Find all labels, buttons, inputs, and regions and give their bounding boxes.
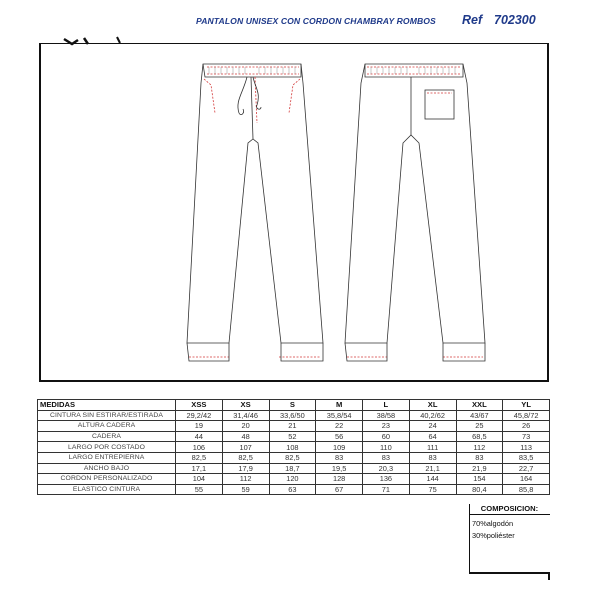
composition-heading: COMPOSICION: <box>469 504 550 515</box>
measure-label: ALTURA CADERA <box>38 421 176 432</box>
size-header: S <box>269 400 316 411</box>
measure-value: 48 <box>222 431 269 442</box>
measure-value: 144 <box>409 474 456 485</box>
measure-value: 60 <box>363 431 410 442</box>
size-header: XSS <box>176 400 223 411</box>
document-title: PANTALON UNISEX CON CORDON CHAMBRAY ROMBOS <box>196 16 436 26</box>
measure-value: 25 <box>456 421 503 432</box>
measure-value: 136 <box>363 474 410 485</box>
table-row <box>38 431 550 442</box>
measure-value: 113 <box>503 442 550 453</box>
measure-value: 19 <box>176 421 223 432</box>
measure-value: 68,5 <box>456 431 503 442</box>
ref-number: 702300 <box>494 13 536 27</box>
measure-value: 20 <box>222 421 269 432</box>
measure-value: 64 <box>409 431 456 442</box>
measure-value: 18,7 <box>269 463 316 474</box>
table-row <box>38 442 550 453</box>
measure-value: 59 <box>222 484 269 495</box>
measure-label: LARGO ENTREPIERNA <box>38 452 176 463</box>
composition-line: 70%algodón <box>472 519 514 528</box>
measure-value: 83,5 <box>503 452 550 463</box>
measures-heading: MEDIDAS <box>38 400 176 411</box>
measure-value: 38/58 <box>363 410 410 421</box>
measure-value: 33,6/50 <box>269 410 316 421</box>
measure-value: 20,3 <box>363 463 410 474</box>
measure-value: 104 <box>176 474 223 485</box>
measure-value: 108 <box>269 442 316 453</box>
measure-value: 24 <box>409 421 456 432</box>
table-row <box>38 452 550 463</box>
back-view-pants <box>345 64 485 361</box>
measure-value: 73 <box>503 431 550 442</box>
measure-value: 23 <box>363 421 410 432</box>
measure-value: 82,5 <box>269 452 316 463</box>
measure-value: 17,1 <box>176 463 223 474</box>
measure-value: 75 <box>409 484 456 495</box>
composition-line: 30%poliéster <box>472 531 515 540</box>
table-row <box>38 474 550 485</box>
table-header-row <box>38 400 550 411</box>
measure-value: 44 <box>176 431 223 442</box>
measure-value: 112 <box>222 474 269 485</box>
measure-value: 22 <box>316 421 363 432</box>
size-header: XXL <box>456 400 503 411</box>
measure-value: 83 <box>363 452 410 463</box>
measure-value: 164 <box>503 474 550 485</box>
measure-value: 80,4 <box>456 484 503 495</box>
measure-value: 19,5 <box>316 463 363 474</box>
measure-value: 21,9 <box>456 463 503 474</box>
measure-value: 21,1 <box>409 463 456 474</box>
measure-value: 52 <box>269 431 316 442</box>
measure-label: ANCHO BAJO <box>38 463 176 474</box>
size-header: YL <box>503 400 550 411</box>
size-header: XS <box>222 400 269 411</box>
ref-label: Ref <box>462 13 483 27</box>
measure-label: CORDON PERSONALIZADO <box>38 474 176 485</box>
measure-label: CADERA <box>38 431 176 442</box>
measure-value: 110 <box>363 442 410 453</box>
measure-value: 56 <box>316 431 363 442</box>
measure-value: 83 <box>409 452 456 463</box>
measure-value: 83 <box>456 452 503 463</box>
measure-value: 26 <box>503 421 550 432</box>
table-row <box>38 484 550 495</box>
measure-value: 82,5 <box>222 452 269 463</box>
table-edge-mark <box>548 574 550 580</box>
table-row <box>38 410 550 421</box>
measure-value: 21 <box>269 421 316 432</box>
measure-value: 55 <box>176 484 223 495</box>
measure-value: 22,7 <box>503 463 550 474</box>
measure-value: 29,2/42 <box>176 410 223 421</box>
measure-label: ELASTICO CINTURA <box>38 484 176 495</box>
measure-value: 106 <box>176 442 223 453</box>
size-header: XL <box>409 400 456 411</box>
measure-value: 109 <box>316 442 363 453</box>
measure-value: 71 <box>363 484 410 495</box>
measure-value: 128 <box>316 474 363 485</box>
measure-label: CINTURA SIN ESTIRAR/ESTIRADA <box>38 410 176 421</box>
measure-value: 83 <box>316 452 363 463</box>
measurements-table <box>37 399 550 495</box>
measure-value: 43/67 <box>456 410 503 421</box>
measure-value: 120 <box>269 474 316 485</box>
measurements-body <box>38 410 550 495</box>
header <box>0 12 600 34</box>
measure-value: 154 <box>456 474 503 485</box>
measure-value: 82,5 <box>176 452 223 463</box>
measure-value: 67 <box>316 484 363 495</box>
size-header: L <box>363 400 410 411</box>
measure-value: 111 <box>409 442 456 453</box>
table-row <box>38 421 550 432</box>
measure-label: LARGO POR COSTADO <box>38 442 176 453</box>
measure-value: 112 <box>456 442 503 453</box>
garment-technical-drawing <box>39 43 549 382</box>
measure-value: 35,8/54 <box>316 410 363 421</box>
measure-value: 17,9 <box>222 463 269 474</box>
size-header: M <box>316 400 363 411</box>
table-row <box>38 463 550 474</box>
measure-value: 107 <box>222 442 269 453</box>
measure-value: 45,8/72 <box>503 410 550 421</box>
measure-value: 63 <box>269 484 316 495</box>
measure-value: 31,4/46 <box>222 410 269 421</box>
front-view-pants <box>187 64 323 361</box>
measure-value: 40,2/62 <box>409 410 456 421</box>
measure-value: 85,8 <box>503 484 550 495</box>
